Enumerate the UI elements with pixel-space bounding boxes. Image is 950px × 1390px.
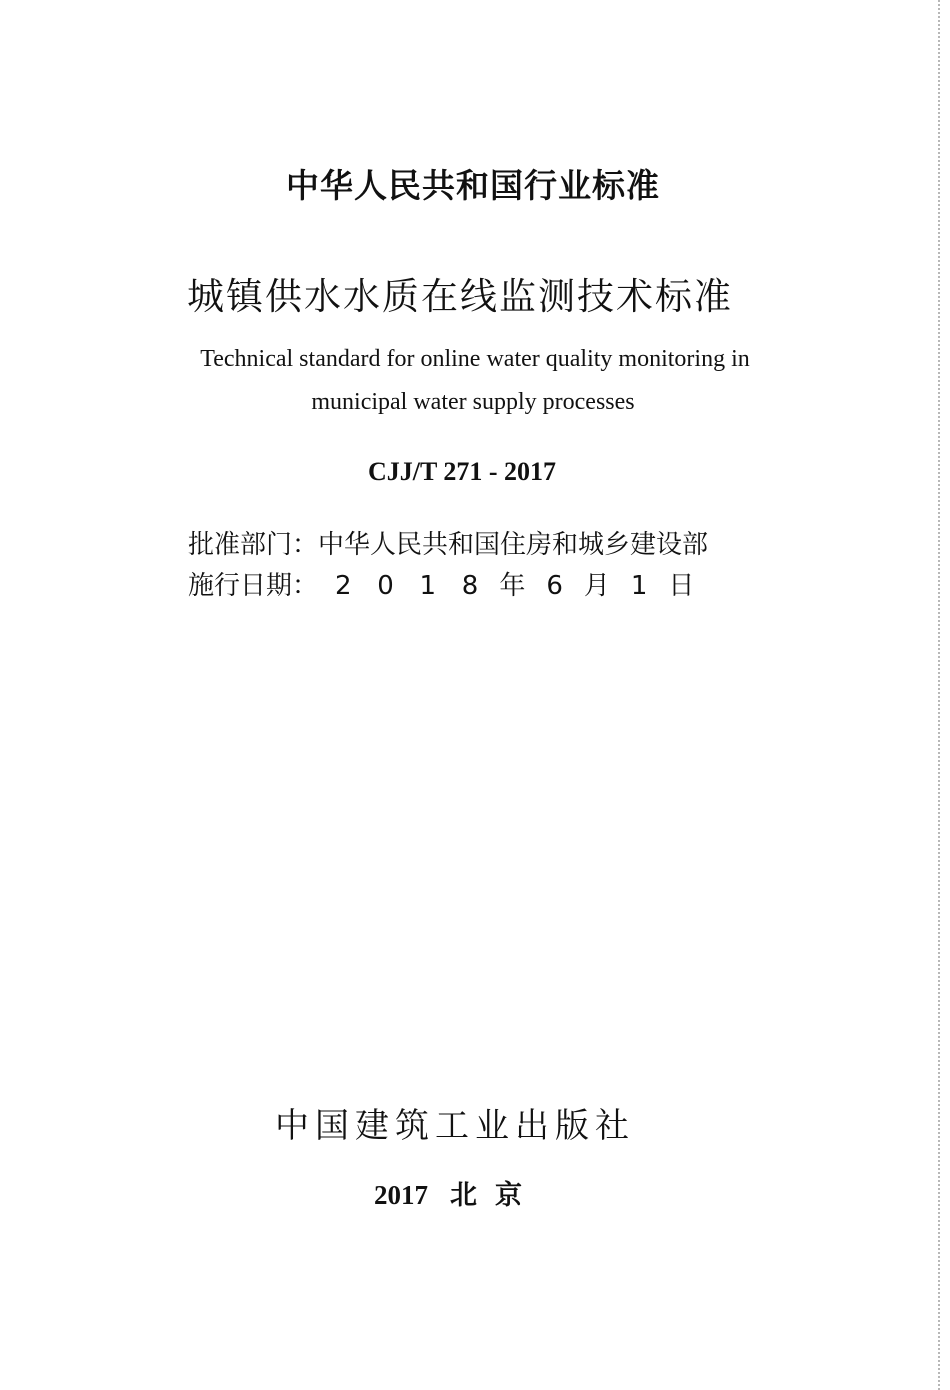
english-title-line-2: municipal water supply processes [311, 389, 635, 415]
date-part: 月 [583, 571, 610, 601]
effective-label: 施行日期： [188, 571, 319, 601]
publication-year: 2017 [374, 1180, 428, 1210]
date-part: 年 [499, 571, 526, 601]
effective-date-value [318, 571, 698, 601]
standard-series-heading: 中华人民共和国行业标准 [286, 166, 660, 205]
date-part: 0 [377, 571, 394, 601]
effective-date [188, 565, 698, 602]
publication-city: 北京 [450, 1180, 540, 1211]
date-part: 6 [546, 571, 563, 601]
publication-year-city [0, 1173, 932, 1212]
publisher-name: 中国建筑工业出版社 [275, 1106, 635, 1146]
page-edge-scan-artifact [938, 0, 946, 1390]
chinese-title: 城镇供水水质在线监测技术标准 [187, 275, 733, 318]
date-part: 1 [630, 571, 648, 601]
date-part: 1 [419, 571, 437, 601]
standard-code: CJJ/T 271 - 2017 [367, 457, 557, 486]
date-part: 2 [335, 571, 352, 601]
date-part: 8 [461, 571, 479, 601]
date-part: 日 [668, 571, 695, 601]
english-title-line-1: Technical standard for online water quality monitoring in [200, 346, 750, 372]
approval-department [188, 524, 708, 561]
approval-label: 批准部门： [188, 530, 319, 560]
approval-value: 中华人民共和国住房和城乡建设部 [318, 530, 709, 560]
